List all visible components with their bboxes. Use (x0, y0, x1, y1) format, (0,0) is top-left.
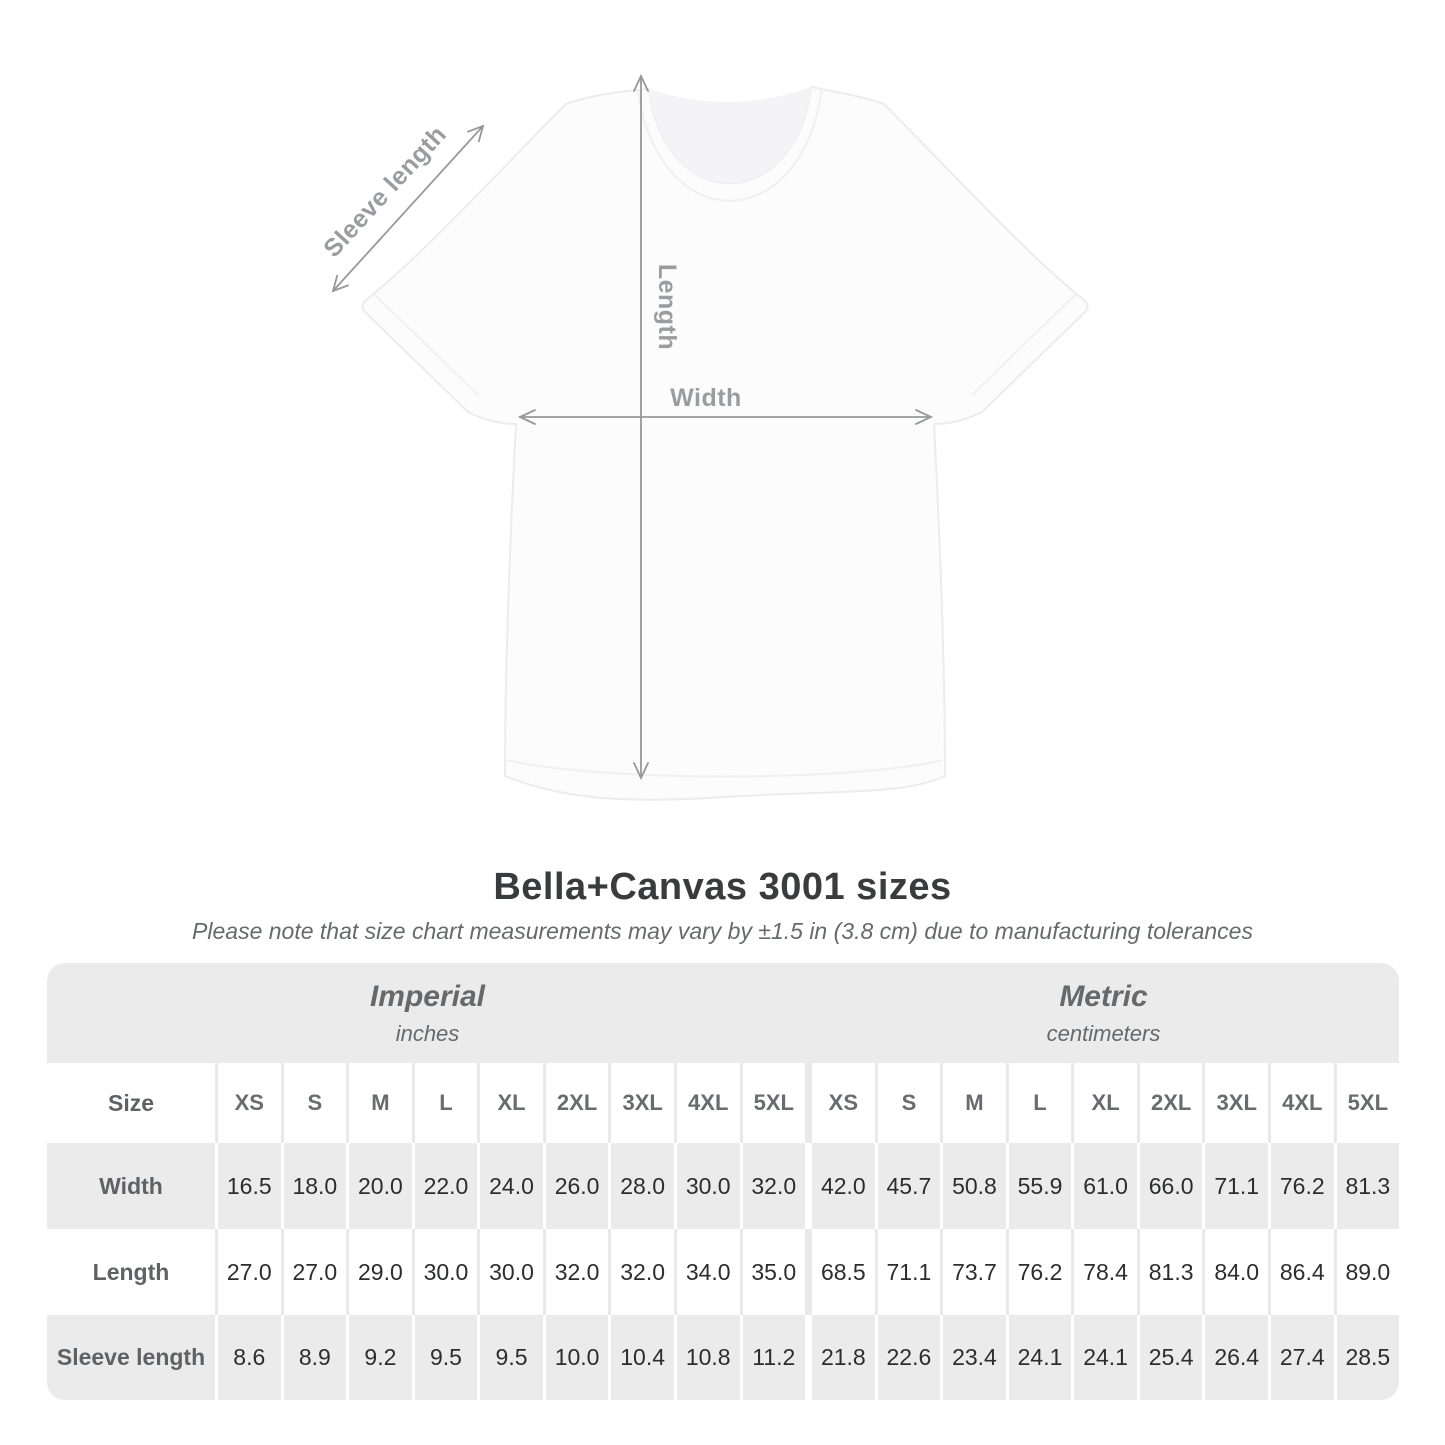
cell: 16.5 (215, 1143, 281, 1229)
col-header-imperial: XS (215, 1063, 281, 1143)
tshirt-silhouette (362, 87, 1087, 800)
col-header-metric: XS (805, 1063, 875, 1143)
width-label: Width (670, 384, 742, 412)
col-header-imperial: 3XL (608, 1063, 674, 1143)
size-chart-table (47, 963, 1399, 1400)
cell: 61.0 (1071, 1143, 1137, 1229)
cell: 9.5 (412, 1315, 478, 1400)
cell: 76.2 (1268, 1143, 1334, 1229)
cell: 86.4 (1268, 1229, 1334, 1315)
cell: 10.4 (608, 1315, 674, 1400)
cell: 18.0 (281, 1143, 347, 1229)
col-header-metric: L (1006, 1063, 1072, 1143)
col-header-imperial: L (412, 1063, 478, 1143)
page-title: Bella+Canvas 3001 sizes (493, 866, 952, 908)
cell: 24.0 (477, 1143, 543, 1229)
size-corner-header: Size (107, 1089, 155, 1116)
tolerance-note: Please note that size chart measurements may vary by ±1.5 in (3.8 cm) due to manufacturing tolerances (192, 918, 1253, 944)
col-header-metric: S (875, 1063, 941, 1143)
imperial-group-unit: inches (395, 1020, 460, 1046)
cell: 71.1 (875, 1229, 941, 1315)
cell: 28.0 (608, 1143, 674, 1229)
cell: 35.0 (740, 1229, 806, 1315)
cell: 11.2 (740, 1315, 806, 1400)
cell: 50.8 (940, 1143, 1006, 1229)
cell: 27.0 (215, 1229, 281, 1315)
row-label: Sleeve length (56, 1344, 206, 1370)
col-header-imperial: 5XL (740, 1063, 806, 1143)
cell: 32.0 (543, 1229, 609, 1315)
col-header-metric: XL (1071, 1063, 1137, 1143)
cell: 24.1 (1071, 1315, 1137, 1400)
cell: 25.4 (1137, 1315, 1203, 1400)
imperial-group-header (47, 963, 808, 1063)
cell: 32.0 (608, 1229, 674, 1315)
imperial-group-label: Imperial (369, 979, 486, 1013)
cell: 30.0 (412, 1229, 478, 1315)
cell: 84.0 (1202, 1229, 1268, 1315)
cell: 26.4 (1202, 1315, 1268, 1400)
cell: 30.0 (674, 1143, 740, 1229)
cell: 29.0 (346, 1229, 412, 1315)
cell: 89.0 (1334, 1229, 1399, 1315)
col-header-metric: 5XL (1334, 1063, 1399, 1143)
metric-group-label: Metric (1059, 979, 1148, 1013)
cell: 22.0 (412, 1143, 478, 1229)
length-label: Length (653, 263, 681, 351)
table-row-sleeve-length (47, 1315, 1399, 1400)
cell: 30.0 (477, 1229, 543, 1315)
row-label: Width (99, 1172, 163, 1199)
col-header-metric: M (940, 1063, 1006, 1143)
cell: 32.0 (740, 1143, 806, 1229)
cell: 20.0 (346, 1143, 412, 1229)
col-header-imperial: XL (477, 1063, 543, 1143)
cell: 28.5 (1334, 1315, 1399, 1400)
cell: 21.8 (805, 1315, 875, 1400)
cell: 78.4 (1071, 1229, 1137, 1315)
cell: 68.5 (805, 1229, 875, 1315)
table-header-row (47, 1063, 1399, 1143)
cell: 81.3 (1137, 1229, 1203, 1315)
cell: 45.7 (875, 1143, 941, 1229)
cell: 73.7 (940, 1229, 1006, 1315)
cell: 34.0 (674, 1229, 740, 1315)
table-row-length (47, 1229, 1399, 1315)
row-label: Length (92, 1258, 170, 1285)
col-header-imperial: 2XL (543, 1063, 609, 1143)
cell: 55.9 (1006, 1143, 1072, 1229)
cell: 66.0 (1137, 1143, 1203, 1229)
col-header-metric: 4XL (1268, 1063, 1334, 1143)
cell: 81.3 (1334, 1143, 1399, 1229)
cell: 24.1 (1006, 1315, 1072, 1400)
col-header-imperial: S (281, 1063, 347, 1143)
cell: 27.0 (281, 1229, 347, 1315)
col-header-imperial: M (346, 1063, 412, 1143)
cell: 8.6 (215, 1315, 281, 1400)
cell: 10.8 (674, 1315, 740, 1400)
cell: 22.6 (875, 1315, 941, 1400)
cell: 76.2 (1006, 1229, 1072, 1315)
cell: 42.0 (805, 1143, 875, 1229)
cell: 9.2 (346, 1315, 412, 1400)
col-header-imperial: 4XL (674, 1063, 740, 1143)
unit-group-band (47, 963, 1399, 1063)
metric-group-unit: centimeters (1046, 1020, 1161, 1046)
metric-group-header (808, 963, 1399, 1063)
cell: 27.4 (1268, 1315, 1334, 1400)
cell: 71.1 (1202, 1143, 1268, 1229)
col-header-metric: 3XL (1202, 1063, 1268, 1143)
sleeve-length-label: Sleeve length (318, 120, 453, 263)
cell: 26.0 (543, 1143, 609, 1229)
cell: 8.9 (281, 1315, 347, 1400)
cell: 9.5 (477, 1315, 543, 1400)
table-row-width (47, 1143, 1399, 1229)
col-header-metric: 2XL (1137, 1063, 1203, 1143)
cell: 23.4 (940, 1315, 1006, 1400)
cell: 10.0 (543, 1315, 609, 1400)
